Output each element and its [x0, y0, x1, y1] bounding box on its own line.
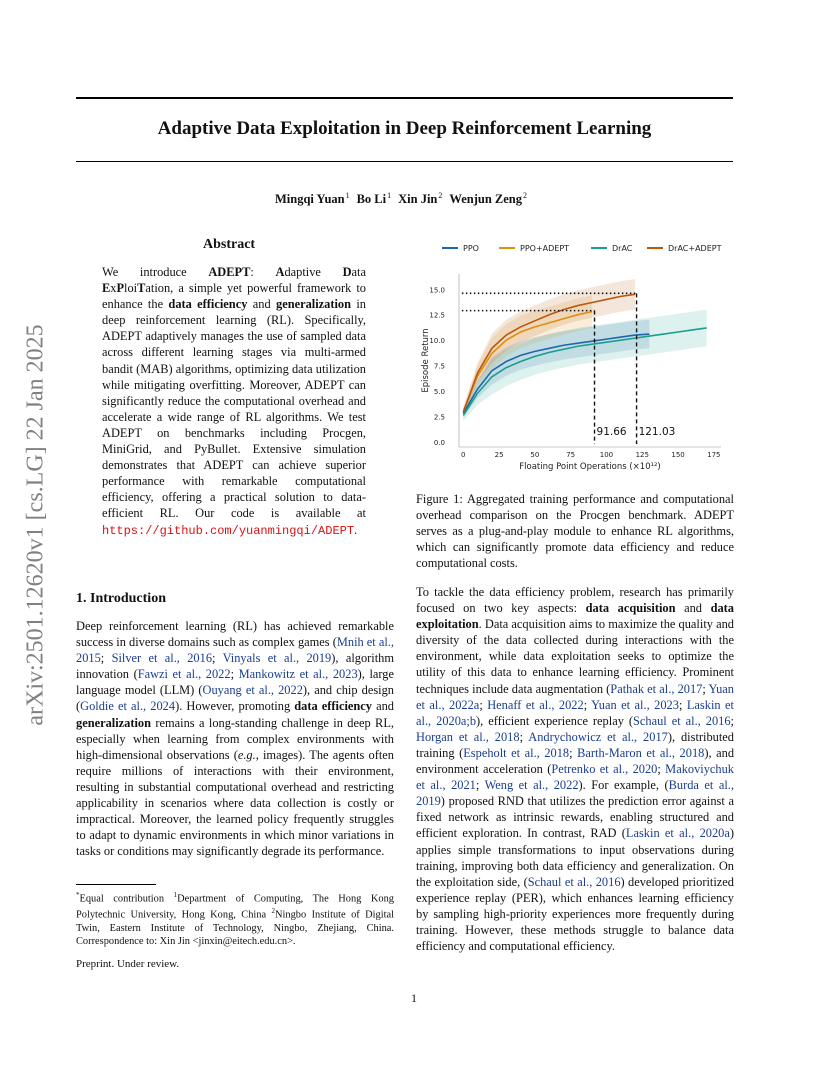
text-run: ;	[212, 651, 223, 666]
text-run: ;	[475, 778, 485, 793]
figure-caption: Figure 1: Aggregated training performance and computational overhead comparison on the Procgen benchmark. ADEPT serves as a plug-and-play module to enhance RL algorithms, which can significantly promote data efficiency and reduce computational costs.	[416, 492, 734, 571]
citation-link[interactable]: Goldie et al., 2024	[80, 699, 176, 714]
top-rule	[76, 97, 733, 99]
citation-link[interactable]: Mankowitz et al., 2023	[238, 667, 358, 682]
footnote-rule	[76, 884, 156, 885]
text-run: D	[342, 265, 352, 279]
citation-link[interactable]: Henaff et al., 2022	[487, 697, 584, 712]
text-run: ), and environment acceleration (	[416, 745, 735, 777]
figure-1-chart	[416, 236, 734, 476]
author-affiliation-mark: 2	[438, 191, 443, 200]
text-run: Ningbo Institute of Digital Twin, Eastern Institute of Technology, Ningbo, Zhejiang, China. Correspondence to: Xin Jin <jinxin@eitech.edu.cn>.	[76, 909, 394, 947]
citation-link[interactable]: Mnih et al., 2015	[76, 635, 394, 666]
text-run: data efficiency	[168, 297, 248, 312]
author-list	[76, 191, 733, 207]
text-run: A	[275, 265, 285, 279]
text-run: ;	[230, 667, 239, 682]
text-run: ), and chip design (	[76, 683, 394, 714]
text-run: ), distributed training (	[416, 729, 734, 760]
citation-link[interactable]: Makoviychuk et al., 2021	[416, 762, 734, 793]
author-affiliation-mark: 1	[345, 191, 350, 200]
citation-link[interactable]: Laskin et al., 2020a	[625, 826, 730, 841]
text-run: ;	[730, 713, 734, 728]
code-url-link[interactable]: https://github.com/yuanmingqi/ADEPT	[102, 523, 355, 538]
legend-label: DrAC+ADEPT	[668, 244, 722, 253]
text-run: To tackle the data efficiency problem, research has primarily focused on two key aspects:	[416, 585, 734, 616]
y-tick-label: 5.0	[433, 388, 445, 397]
x-tick-label: 150	[671, 451, 685, 459]
text-run: data acquisition	[585, 601, 676, 616]
citation-link[interactable]: Barth-Maron et al., 2018	[577, 745, 705, 760]
citation-link[interactable]: Vinyals et al., 2019	[222, 651, 332, 666]
text-run: Deep reinforcement learning (RL) has achieved remarkable success in diverse domains such as complex games (	[76, 619, 394, 650]
citation-link[interactable]: Yuan et al., 2022a	[416, 681, 734, 712]
text-run: T	[137, 281, 146, 296]
x-tick-label: 175	[707, 451, 721, 459]
y-tick-label: 10.0	[429, 337, 445, 346]
text-run: ;	[657, 762, 666, 777]
text-run: E	[102, 281, 111, 296]
text-run: P	[116, 281, 125, 296]
text-run: ata	[351, 265, 366, 279]
x-tick-label: 100	[599, 451, 614, 459]
title-bottom-rule	[76, 161, 733, 162]
right-column-body	[416, 584, 734, 954]
text-run: ), large language model (LLM) (	[76, 667, 394, 698]
text-run: , images). The agents often require millions of interactions with their environment, resulting in substantial computational overhead and restricting applicability in scenarios where data collection is costly or impractical. Moreover, the learned policy frequently struggles to adapt to dynamic environments in which minor variations in tasks or conditions may significantly degrade its performance.	[76, 747, 394, 859]
abstract-heading: Abstract	[203, 237, 256, 252]
text-run: .	[354, 522, 358, 537]
citation-link[interactable]: Schaul et al., 2016	[527, 874, 621, 889]
preprint-notice: Preprint. Under review.	[76, 958, 180, 970]
y-tick-label: 2.5	[433, 413, 445, 422]
text-run: ), efficient experience replay (	[476, 713, 633, 728]
introduction-body	[76, 618, 394, 859]
x-tick-label: 125	[635, 451, 649, 459]
text-run: 2	[271, 907, 276, 916]
x-tick-label: 0	[461, 451, 466, 459]
text-run: . Data acquisition aims to maximize the quality and diversity of the data collected during interactions with the environment, while data exploitation seeks to optimize the utility of this data to enhance learning efficiency. Prominent techniques include data augmentation (	[416, 617, 734, 696]
text-run: generalization	[276, 297, 352, 312]
citation-link[interactable]: Pathak et al., 2017	[610, 681, 703, 696]
text-run: ;	[583, 697, 592, 712]
text-run: e.g.	[237, 747, 256, 762]
text-run: daptive	[284, 265, 343, 279]
x-tick-label: 25	[494, 451, 504, 459]
citation-link[interactable]: Fawzi et al., 2022	[137, 667, 231, 682]
legend-label: DrAC	[612, 244, 633, 253]
x-axis-label: Floating Point Operations (×10¹²)	[519, 462, 661, 472]
text-run: data efficiency	[294, 699, 372, 714]
annotation-label: 121.03	[638, 425, 676, 438]
text-run: ation, a simple yet powerful framework to enhance the	[102, 281, 366, 312]
footnote	[76, 889, 394, 948]
x-tick-label: 50	[530, 451, 540, 459]
text-run: Equal contribution	[79, 893, 174, 905]
text-run: ;	[702, 681, 709, 696]
author-name: Bo Li	[356, 192, 387, 207]
author-affiliation-mark: 1	[387, 191, 392, 200]
legend-label: PPO	[463, 244, 479, 253]
y-tick-label: 12.5	[429, 311, 445, 320]
text-run: ;	[678, 697, 687, 712]
citation-link[interactable]: Laskin et al., 2020a;b	[416, 697, 735, 728]
citation-link[interactable]: Burda et al., 2019	[416, 778, 734, 809]
y-tick-label: 15.0	[429, 286, 445, 295]
arxiv-identifier-stamp[interactable]: arXiv:2501.12620v1 [cs.LG] 22 Jan 2025	[22, 324, 49, 726]
citation-link[interactable]: Yuan et al., 2023	[591, 697, 679, 712]
citation-link[interactable]: Weng et al., 2022	[484, 778, 579, 793]
author-name: Mingqi Yuan	[275, 192, 345, 207]
introduction-heading: 1. Introduction	[76, 591, 166, 606]
y-tick-label: 0.0	[433, 438, 445, 447]
citation-link[interactable]: Andrychowicz et al., 2017	[528, 729, 668, 744]
text-run: and	[247, 297, 276, 312]
citation-link[interactable]: Silver et al., 2016	[111, 651, 213, 666]
citation-link[interactable]: Petrenko et al., 2020	[551, 762, 658, 777]
text-run: and	[675, 601, 711, 616]
text-run: 1	[173, 891, 178, 899]
text-run: ), algorithm innovation (	[76, 651, 394, 682]
text-run: ) developed prioritized experience replay (PER), which enhances learning efficiency by sampling high-priority experiences more frequently during training. However, these methods struggle to balance data efficiency and computational efficiency.	[416, 874, 734, 954]
citation-link[interactable]: Horgan et al., 2018	[416, 729, 520, 744]
text-run: data exploitation	[416, 601, 734, 632]
text-run: generalization	[76, 715, 152, 730]
text-run: Department of Computing, The Hong Kong Polytechnic University, Hong Kong, China	[76, 893, 394, 921]
abstract-body	[102, 264, 366, 539]
text-run: remains a long-standing challenge in deep RL, especially when learning from complex environments with high-dimensional observations (	[76, 715, 394, 762]
y-axis-label: Episode Return	[421, 328, 431, 393]
text-run: *	[76, 891, 80, 899]
text-run: and	[372, 699, 394, 714]
page-number: 1	[411, 991, 417, 1005]
text-run: ) proposed RND that utilizes the prediction error against a fixed network as intrinsic rewards, enabling structured and efficient exploration. In contrast, RAD (	[416, 794, 734, 841]
text-run: ;	[569, 745, 578, 760]
legend-label: PPO+ADEPT	[520, 244, 570, 253]
paper-title: Adaptive Data Exploitation in Deep Reinforcement Learning	[157, 118, 652, 139]
text-run: loi	[124, 281, 138, 296]
text-run: ;	[479, 697, 488, 712]
author-name: Xin Jin	[398, 192, 438, 207]
x-tick-label: 75	[566, 451, 576, 459]
text-run: x	[110, 281, 117, 296]
text-run: ). For example, (	[578, 778, 669, 793]
text-run: ADEPT	[208, 265, 251, 279]
text-run: ). However, promoting	[175, 699, 295, 714]
text-run: ) applies simple transformations to input observations during training, improving both data efficiency and generalization. On the exploitation side, (	[416, 826, 734, 889]
text-run: in deep reinforcement learning (RL). Specifically, ADEPT adaptively manages the use of sampled data across different learning stages via multi-armed bandit (MAB) algorithms, optimizing data utilization while mitigating overfitting. Moreover, ADEPT can significantly reduce the computational overhead and accelerate a wide range of RL algorithms. We test ADEPT on benchmarks including Procgen, MiniGrid, and PyBullet. Extensive simulation demonstrates that ADEPT can achieve superior performance with remarkable computational efficiency, offering a practical solution to data-efficient RL. Our code is available at	[102, 297, 366, 521]
citation-link[interactable]: Espeholt et al., 2018	[463, 745, 570, 760]
text-run: ;	[100, 651, 112, 666]
text-run: ;	[519, 729, 529, 744]
author-name: Wenjun Zeng	[449, 192, 522, 207]
y-tick-label: 7.5	[433, 362, 445, 371]
author-affiliation-mark: 2	[522, 191, 527, 200]
citation-link[interactable]: Schaul et al., 2016	[633, 713, 731, 728]
text-run: We introduce	[102, 265, 209, 279]
text-run: :	[250, 265, 276, 279]
annotation-label: 91.66	[596, 425, 627, 438]
citation-link[interactable]: Ouyang et al., 2022	[202, 683, 303, 698]
